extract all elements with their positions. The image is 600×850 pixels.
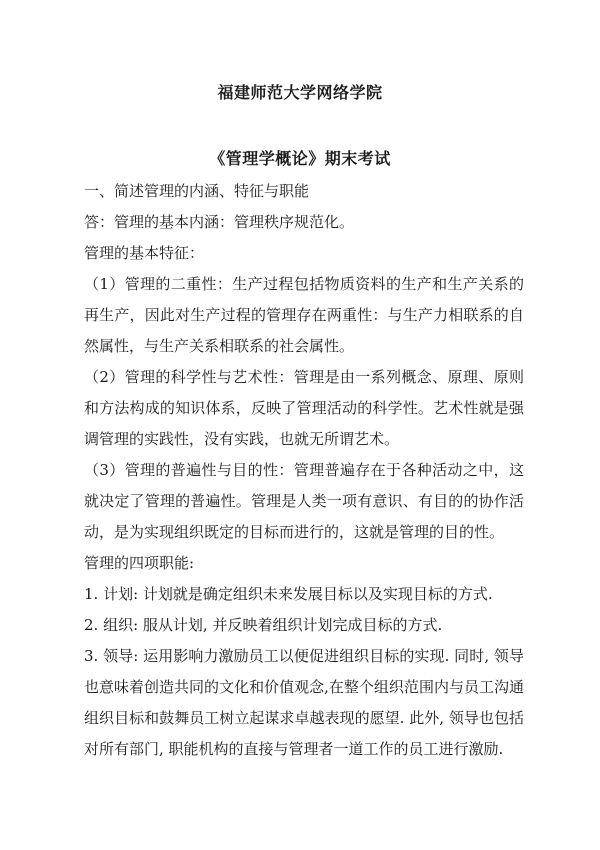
feature-paragraph-3: （3）管理的普遍性与目的性：管理普遍存在于各种活动之中，这就决定了管理的普遍性。管理是人类一项有意识、有目的的协作活动，是为实现组织既定的目标而进行的，这就是管理的目的性。	[84, 461, 524, 541]
school-name: 福建师范大学网络学院	[217, 83, 383, 102]
features-heading: 管理的基本特征：	[84, 244, 205, 262]
function-item-3: 3. 领导: 运用影响力激励员工以便促进组织目标的实现. 同时, 领导也意味着创造共同的文化和价值观念,在整个组织范围内与员工沟通组织目标和鼓舞员工树立起谋求卓越表现的愿望. 此外, 领导也包括对所有部门, 职能机构的直接与管理者一道工作的员工进行激励.	[84, 647, 524, 758]
feature-paragraph-1: （1）管理的二重性：生产过程包括物质资料的生产和生产关系的再生产，因此对生产过程的管理存在两重性：与生产力相联系的自然属性，与生产关系相联系的社会属性。	[84, 275, 524, 355]
function-item-1: 1. 计划: 计划就是确定组织未来发展目标以及实现目标的方式.	[84, 585, 493, 603]
document-body	[84, 176, 524, 765]
function-item-2: 2. 组织: 服从计划, 并反映着组织计划完成目标的方式.	[84, 616, 443, 634]
answer-intro: 答：管理的基本内涵：管理秩序规范化。	[84, 213, 355, 231]
feature-paragraph-2: （2）管理的科学性与艺术性：管理是由一系列概念、原理、原则和方法构成的知识体系，反映了管理活动的科学性。艺术性就是强调管理的实践性，没有实践，也就无所谓艺术。	[84, 368, 524, 448]
exam-title: 《管理学概论》期末考试	[209, 149, 391, 168]
question-heading: 一、简述管理的内涵、特征与职能	[84, 182, 310, 200]
functions-heading: 管理的四项职能:	[84, 554, 195, 572]
